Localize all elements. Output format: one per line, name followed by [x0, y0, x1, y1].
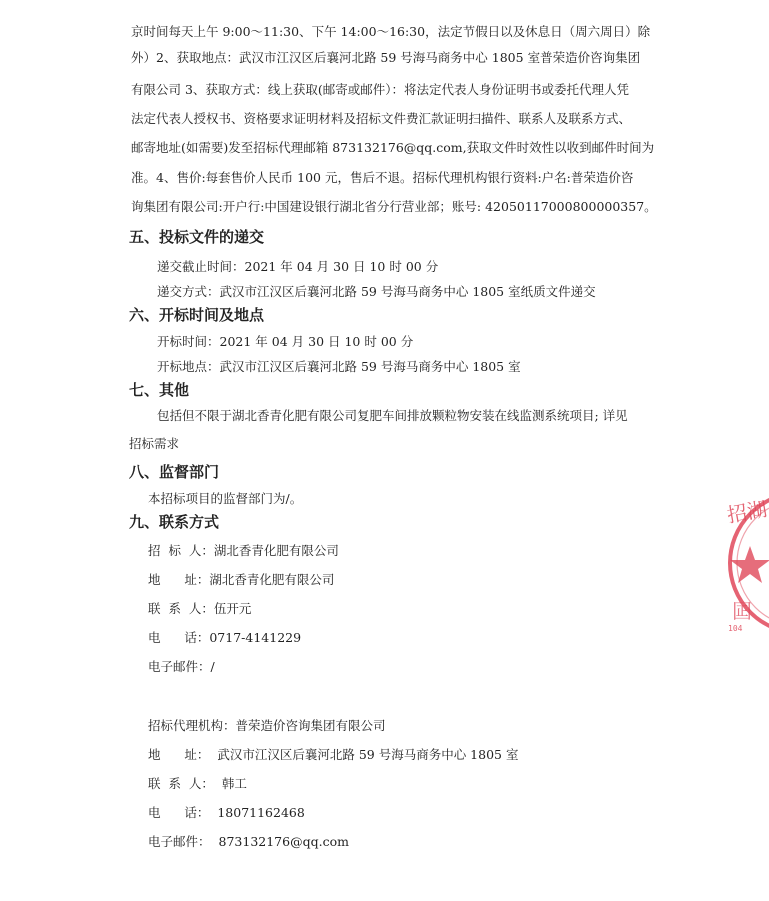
- section-heading-other: 七、其他: [129, 381, 190, 399]
- agency-address-row: [148, 746, 518, 764]
- submission-deadline: 递交截止时间：2021 年 04 月 30 日 10 时 00 分: [157, 259, 439, 274]
- other-line-1: 包括但不限于湖北香青化肥有限公司复肥车间排放颗粒物安装在线监测系统项目; 详见: [157, 408, 628, 423]
- tenderer-name-label: 招 标 人：: [148, 543, 214, 558]
- section-heading-supervision: 八、监督部门: [129, 463, 220, 481]
- agency-contact: 韩工: [221, 776, 247, 791]
- tenderer-contact-row: [148, 600, 251, 618]
- agency-phone-row: [148, 804, 305, 822]
- agency-name-row: [148, 717, 386, 735]
- para-line-6: 准。4、售价:每套售价人民币 100 元，售后不退。招标代理机构银行资料:户名:普荣造价咨: [131, 170, 634, 185]
- agency-address: 武汉市江汉区后襄河北路 59 号海马商务中心 1805 室: [217, 747, 519, 762]
- para-line-3: 有限公司 3、获取方式：线上获取(邮寄或邮件）：将法定代表人身份证明书或委托代理人凭: [131, 82, 630, 97]
- tenderer-address-row: [148, 571, 334, 589]
- bid-opening-time: 开标时间：2021 年 04 月 30 日 10 时 00 分: [157, 334, 414, 349]
- agency-email: 873132176@qq.com: [218, 834, 349, 849]
- submission-method: 递交方式：武汉市江汉区后襄河北路 59 号海马商务中心 1805 室纸质文件递交: [157, 284, 596, 299]
- seal-graphic: [722, 488, 769, 638]
- agency-address-label: 地 址：: [148, 747, 210, 762]
- agency-email-label: 电子邮件：: [148, 834, 211, 849]
- agency-name: 普荣造价咨询集团有限公司: [235, 718, 386, 733]
- agency-phone-label: 电 话：: [148, 805, 210, 820]
- para-line-5: 邮寄地址(如需要)发至招标代理邮箱 873132176@qq.com,获取文件时效性以收到邮件时间为: [131, 140, 655, 155]
- svg-text:囸: 囸: [732, 599, 752, 623]
- tenderer-phone-row: [148, 629, 301, 647]
- para-line-7: 询集团有限公司:开户行:中国建设银行湖北省分行营业部；账号: 42050117000800000357。: [131, 199, 657, 214]
- agency-contact-row: [148, 775, 247, 793]
- tenderer-email-row: [148, 658, 215, 676]
- supervision-text: 本招标项目的监督部门为/。: [148, 491, 303, 506]
- tenderer-contact-label: 联 系 人：: [148, 601, 214, 616]
- para-line-1: 京时间每天上午 9:00～11:30、下午 14:00～16:30，法定节假日以及休息日（周六周日）除: [131, 24, 651, 39]
- bid-opening-place: 开标地点：武汉市江汉区后襄河北路 59 号海马商务中心 1805 室: [157, 359, 521, 374]
- agency-email-row: [148, 833, 349, 851]
- para-line-4: 法定代表人授权书、资格要求证明材料及招标文件费汇款证明扫描件、联系人及联系方式、: [131, 111, 632, 126]
- tenderer-phone-label: 电 话：: [148, 630, 210, 645]
- other-line-2: 招标需求: [129, 436, 180, 451]
- para-line-2: 外）2、获取地点：武汉市江汉区后襄河北路 59 号海马商务中心 1805 室普荣造价咨询集团: [131, 50, 641, 65]
- tenderer-address: 湖北香青化肥有限公司: [209, 572, 335, 587]
- company-seal: [722, 488, 769, 638]
- svg-text:104: 104: [728, 624, 743, 633]
- section-heading-contact: 九、联系方式: [129, 513, 220, 531]
- tenderer-name-row: [148, 542, 339, 560]
- section-heading-submission: 五、投标文件的递交: [129, 228, 265, 246]
- agency-contact-label: 联 系 人：: [148, 776, 214, 791]
- agency-phone: 18071162468: [217, 805, 305, 820]
- agency-name-label: 招标代理机构：: [148, 718, 236, 733]
- section-heading-bid-opening: 六、开标时间及地点: [129, 306, 265, 324]
- tenderer-contact: 伍开元: [213, 601, 252, 616]
- tenderer-email: /: [210, 659, 215, 674]
- tenderer-name: 湖北香青化肥有限公司: [213, 543, 339, 558]
- tenderer-email-label: 电子邮件：: [148, 659, 211, 674]
- tenderer-phone: 0717-4141229: [209, 630, 302, 645]
- tenderer-address-label: 地 址：: [148, 572, 210, 587]
- svg-text:招湖: 招湖: [725, 496, 769, 528]
